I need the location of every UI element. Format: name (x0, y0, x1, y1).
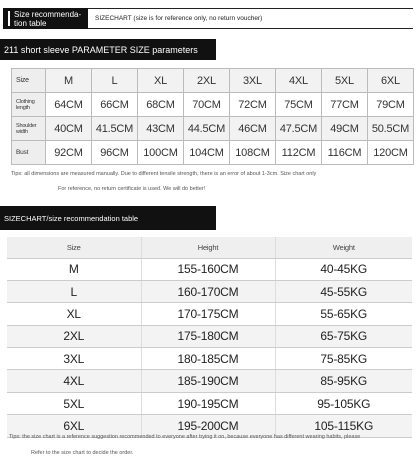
size-cell: 6XL (7, 415, 141, 437)
param-header-cell: 3XL (230, 69, 276, 93)
size-cell: 4XL (7, 370, 141, 392)
param-cell: 96CM (92, 141, 138, 165)
param-banner: 211 short sleeve PARAMETER SIZE parameters (0, 39, 216, 60)
param-cell: 79CM (368, 93, 414, 117)
weight-cell: 65-75KG (275, 325, 412, 347)
param-cell: 40CM (46, 117, 92, 141)
size-chart-banner: SIZECHART/size recommendation table (0, 206, 216, 230)
size-chart-tips: Tips: the size chart is a reference suggestion recommended to everyone after trying it on, because everyone has different wearing habits, please (9, 434, 361, 440)
parameter-table (11, 68, 414, 165)
param-header-cell: 4XL (276, 69, 322, 93)
weight-cell: 45-55KG (275, 280, 412, 302)
weight-cell: 95-105KG (275, 392, 412, 414)
param-cell: 77CM (322, 93, 368, 117)
size-chart-tips-continued: Refer to the size chart to decide the order. (31, 450, 134, 456)
param-row-shoulder-width (12, 117, 414, 141)
header-title (14, 10, 81, 28)
height-cell: 190-195CM (141, 392, 275, 414)
size-header-row (7, 237, 412, 258)
param-cell: 46CM (230, 117, 276, 141)
param-cell: 47.5CM (276, 117, 322, 141)
param-cell: 112CM (276, 141, 322, 165)
param-cell: 50.5CM (368, 117, 414, 141)
param-cell: 92CM (46, 141, 92, 165)
param-cell: 120CM (368, 141, 414, 165)
size-row (7, 258, 412, 280)
param-header-cell: XL (138, 69, 184, 93)
param-cell: 43CM (138, 117, 184, 141)
height-cell: 160-170CM (141, 280, 275, 302)
size-cell: L (7, 280, 141, 302)
param-cell: 64CM (46, 93, 92, 117)
measurement-tips-continued: For reference, no return certificate is used. We will do better! (58, 186, 206, 192)
height-cell: 180-185CM (141, 348, 275, 370)
measurement-tips: Tips: all dimensions are measured manually. Due to different tensile strength, there is an error of about 1-3cm. Size chart only (11, 171, 317, 177)
param-header-cell: Size (12, 69, 46, 93)
param-header-cell: 5XL (322, 69, 368, 93)
param-cell: 100CM (138, 141, 184, 165)
weight-cell: 75-85KG (275, 348, 412, 370)
weight-cell: 55-65KG (275, 303, 412, 325)
param-cell: 70CM (184, 93, 230, 117)
size-header-cell: Size (7, 237, 141, 258)
size-cell: 2XL (7, 325, 141, 347)
weight-cell: 105-115KG (275, 415, 412, 437)
header-title-box (3, 8, 88, 29)
size-row (7, 325, 412, 347)
param-cell: 108CM (230, 141, 276, 165)
param-cell: 72CM (230, 93, 276, 117)
size-cell: M (7, 258, 141, 280)
height-cell: 170-175CM (141, 303, 275, 325)
param-cell: 75CM (276, 93, 322, 117)
height-cell: 185-190CM (141, 370, 275, 392)
weight-cell: 40-45KG (275, 258, 412, 280)
size-row (7, 303, 412, 325)
size-cell: XL (7, 303, 141, 325)
page-header (3, 8, 413, 29)
height-cell: 175-180CM (141, 325, 275, 347)
param-header-cell: L (92, 69, 138, 93)
param-row-bust (12, 141, 414, 165)
param-cell: 66CM (92, 93, 138, 117)
param-header-cell: 6XL (368, 69, 414, 93)
param-header-row (12, 69, 414, 93)
weight-cell: 85-95KG (275, 370, 412, 392)
param-cell: 49CM (322, 117, 368, 141)
header-accent-bar (8, 11, 10, 26)
param-header-cell: M (46, 69, 92, 93)
param-cell: 41.5CM (92, 117, 138, 141)
size-row (7, 392, 412, 414)
param-row-label: Shoulder width (12, 117, 46, 141)
size-row (7, 348, 412, 370)
param-cell: 44.5CM (184, 117, 230, 141)
param-cell: 116CM (322, 141, 368, 165)
param-cell: 104CM (184, 141, 230, 165)
param-cell: 68CM (138, 93, 184, 117)
header-title-line2: tion table (14, 18, 47, 28)
header-subtitle: SIZECHART (size is for reference only, no return voucher) (88, 8, 413, 29)
param-row-label: Bust (12, 141, 46, 165)
size-row (7, 370, 412, 392)
size-row (7, 280, 412, 302)
height-cell: 155-160CM (141, 258, 275, 280)
param-row-clothing-length (12, 93, 414, 117)
param-row-label: Clothing length (12, 93, 46, 117)
header-title-line1: Size recommenda- (14, 9, 82, 19)
size-recommendation-table (7, 237, 412, 438)
size-cell: 3XL (7, 348, 141, 370)
size-header-cell: Height (141, 237, 275, 258)
height-cell: 195-200CM (141, 415, 275, 437)
size-header-cell: Weight (275, 237, 412, 258)
param-header-cell: 2XL (184, 69, 230, 93)
size-cell: 5XL (7, 392, 141, 414)
